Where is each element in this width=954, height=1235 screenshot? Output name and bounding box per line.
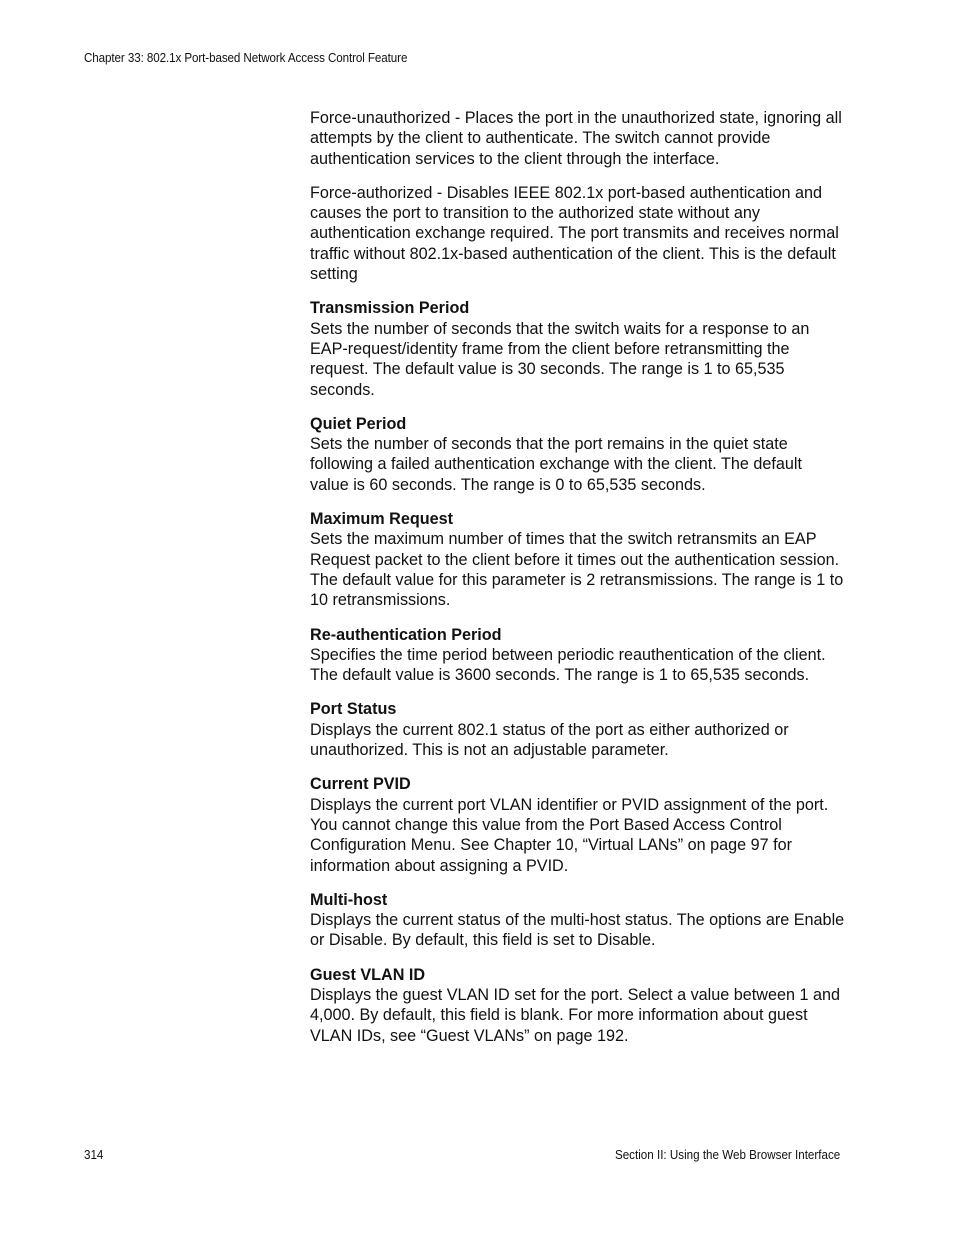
section-heading: Re-authentication Period	[310, 625, 502, 644]
section-body: Sets the number of seconds that the switch waits for a response to an EAP-request/identity frame from the client before retransmitting the request. The default value is 30 seconds. The range is 1 to 65,535 seconds.	[310, 319, 810, 399]
section-transmission-period	[310, 298, 845, 399]
running-header: Chapter 33: 802.1x Port-based Network Access Control Feature	[84, 51, 408, 65]
footer-section-title: Section II: Using the Web Browser Interface	[614, 1148, 840, 1162]
section-body: Specifies the time period between periodic reauthentication of the client. The default value is 3600 seconds. The range is 1 to 65,535 seconds.	[310, 645, 826, 685]
section-body: Sets the number of seconds that the port remains in the quiet state following a failed authentication exchange with the client. The default value is 60 seconds. The range is 0 to 65,535 seconds.	[310, 435, 802, 494]
section-guest-vlan-id	[310, 965, 845, 1046]
section-body: Displays the current 802.1 status of the port as either authorized or unauthorized. This is not an adjustable parameter.	[310, 720, 789, 760]
section-body: Displays the guest VLAN ID set for the port. Select a value between 1 and 4,000. By default, this field is blank. For more information about guest VLAN IDs, see “Guest VLANs” on page 192.	[310, 985, 840, 1045]
section-heading: Transmission Period	[310, 299, 470, 318]
page-number: 314	[84, 1148, 104, 1162]
intro-paragraph-force-authorized: Force-authorized - Disables IEEE 802.1x port-based authentication and causes the port to transition to the authorized state without any authentication exchange required. The port transmits and receives normal traffic without 802.1x-based authentication of the client. This is the default setting	[310, 183, 839, 284]
section-heading: Quiet Period	[310, 414, 407, 433]
main-content	[310, 108, 845, 1060]
section-maximum-request	[310, 509, 845, 610]
section-heading: Multi-host	[310, 890, 388, 909]
section-heading: Guest VLAN ID	[310, 965, 426, 984]
section-heading: Port Status	[310, 700, 397, 719]
intro-paragraph-force-unauthorized: Force-unauthorized - Places the port in the unauthorized state, ignoring all attempts by the client to authenticate. The switch cannot provide authentication services to the client through the interface.	[310, 109, 842, 168]
section-reauthentication-period	[310, 625, 845, 686]
section-heading: Current PVID	[310, 775, 411, 794]
section-multi-host	[310, 890, 845, 951]
section-body: Displays the current status of the multi-host status. The options are Enable or Disable. By default, this field is set to Disable.	[310, 911, 845, 950]
section-current-pvid	[310, 774, 845, 875]
section-body: Displays the current port VLAN identifier or PVID assignment of the port. You cannot change this value from the Port Based Access Control Configuration Menu. See Chapter 10, “Virtual LANs” on page 97 for information about assigning a PVID.	[310, 795, 829, 875]
section-port-status	[310, 699, 845, 760]
section-heading: Maximum Request	[310, 510, 454, 529]
section-body: Sets the maximum number of times that the switch retransmits an EAP Request packet to the client before it times out the authentication session. The default value for this parameter is 2 retransmissions. The range is 1 to 10 retransmissions.	[310, 530, 844, 610]
section-quiet-period	[310, 414, 845, 495]
